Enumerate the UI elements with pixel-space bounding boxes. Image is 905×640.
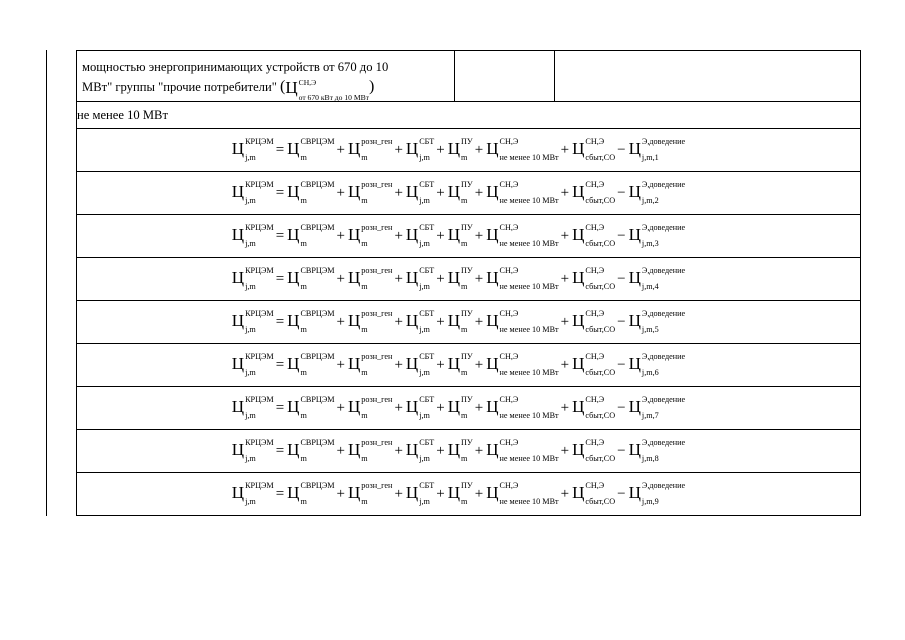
price-formula: Ц КРЦЭМ j,m = Ц СВРЦЭМ m + Ц розн_ген m + Ц СБТ j,m + Ц ПУ m + Ц СН,Э не менее 10 МВт + Ц СН,Э сбыт,СО − Ц Э,доведение j,m,8 [231,438,686,464]
formula-term-sn-e: Ц СН,Э не менее 10 МВт [486,395,559,421]
formula-term-rozn-gen: Ц розн_ген m [348,137,393,163]
formula-term-pu: Ц ПУ m [447,266,473,292]
header-price-symbol: Ц СН,Э от 670 кВт до 10 МВт [285,77,369,102]
formula-term-dovedenie: Ц Э,доведение j,m,6 [628,352,686,378]
formula-row [77,129,861,172]
formula-term-pu: Ц ПУ m [447,309,473,335]
header-row [77,51,861,102]
left-margin-line [46,50,47,516]
formula-term-sbyt-so: Ц СН,Э сбыт,СО [572,309,616,335]
formula-term-pu: Ц ПУ m [447,137,473,163]
formula-term-pu: Ц ПУ m [447,395,473,421]
formula-term-sbt: Ц СБТ j,m [405,352,435,378]
formula-lhs-term: Ц КРЦЭМ j,m [231,309,274,335]
formula-term-sn-e: Ц СН,Э не менее 10 МВт [486,309,559,335]
formula-term-svrcem: Ц СВРЦЭМ m [287,309,335,335]
price-formula: Ц КРЦЭМ j,m = Ц СВРЦЭМ m + Ц розн_ген m + Ц СБТ j,m + Ц ПУ m + Ц СН,Э не менее 10 МВт + Ц СН,Э сбыт,СО − Ц Э,доведение j,m,1 [231,137,686,163]
formula-row [77,430,861,473]
formula-term-dovedenie: Ц Э,доведение j,m,7 [628,395,686,421]
formula-term-sbyt-so: Ц СН,Э сбыт,СО [572,137,616,163]
formula-lhs-term: Ц КРЦЭМ j,m [231,223,274,249]
formula-term-sbt: Ц СБТ j,m [405,481,435,507]
formula-lhs-term: Ц КРЦЭМ j,m [231,352,274,378]
formula-lhs-term: Ц КРЦЭМ j,m [231,438,274,464]
formula-term-sbyt-so: Ц СН,Э сбыт,СО [572,266,616,292]
formula-term-dovedenie: Ц Э,доведение j,m,9 [628,481,686,507]
price-formula: Ц КРЦЭМ j,m = Ц СВРЦЭМ m + Ц розн_ген m + Ц СБТ j,m + Ц ПУ m + Ц СН,Э не менее 10 МВт + Ц СН,Э сбыт,СО − Ц Э,доведение j,m,6 [231,352,686,378]
header-line-2: МВт" группы "прочие потребители" [82,80,277,94]
formula-term-rozn-gen: Ц розн_ген m [348,395,393,421]
formula-term-rozn-gen: Ц розн_ген m [348,180,393,206]
formula-term-rozn-gen: Ц розн_ген m [348,481,393,507]
header-empty-cell-1 [455,51,555,102]
formula-term-pu: Ц ПУ m [447,481,473,507]
tariff-table [76,50,861,516]
formula-lhs-term: Ц КРЦЭМ j,m [231,266,274,292]
formula-row [77,344,861,387]
header-line-1: мощностью энергопринимающих устройств от 670 до 10 [82,60,389,74]
formula-cell [77,172,861,215]
formula-term-svrcem: Ц СВРЦЭМ m [287,180,335,206]
formula-term-rozn-gen: Ц розн_ген m [348,309,393,335]
formula-term-sbt: Ц СБТ j,m [405,223,435,249]
price-formula: Ц КРЦЭМ j,m = Ц СВРЦЭМ m + Ц розн_ген m + Ц СБТ j,m + Ц ПУ m + Ц СН,Э не менее 10 МВт + Ц СН,Э сбыт,СО − Ц Э,доведение j,m,7 [231,395,686,421]
formula-row [77,172,861,215]
formula-term-rozn-gen: Ц розн_ген m [348,266,393,292]
section-heading: не менее 10 МВт [77,102,861,129]
formula-term-sbyt-so: Ц СН,Э сбыт,СО [572,481,616,507]
formula-term-sbt: Ц СБТ j,m [405,438,435,464]
formula-term-svrcem: Ц СВРЦЭМ m [287,481,335,507]
formula-term-sn-e: Ц СН,Э не менее 10 МВт [486,481,559,507]
formula-term-sbt: Ц СБТ j,m [405,395,435,421]
formula-term-sbt: Ц СБТ j,m [405,266,435,292]
formula-term-sn-e: Ц СН,Э не менее 10 МВт [486,266,559,292]
formula-term-dovedenie: Ц Э,доведение j,m,5 [628,309,686,335]
formula-term-dovedenie: Ц Э,доведение j,m,2 [628,180,686,206]
formula-term-sbyt-so: Ц СН,Э сбыт,СО [572,395,616,421]
formula-term-sn-e: Ц СН,Э не менее 10 МВт [486,137,559,163]
formula-cell [77,258,861,301]
formula-lhs-term: Ц КРЦЭМ j,m [231,137,274,163]
formula-lhs-term: Ц КРЦЭМ j,m [231,481,274,507]
formula-cell [77,129,861,172]
price-formula: Ц КРЦЭМ j,m = Ц СВРЦЭМ m + Ц розн_ген m + Ц СБТ j,m + Ц ПУ m + Ц СН,Э не менее 10 МВт + Ц СН,Э сбыт,СО − Ц Э,доведение j,m,9 [231,481,686,507]
formula-cell [77,387,861,430]
formula-cell [77,215,861,258]
formula-row [77,473,861,516]
formula-term-sn-e: Ц СН,Э не менее 10 МВт [486,223,559,249]
price-formula: Ц КРЦЭМ j,m = Ц СВРЦЭМ m + Ц розн_ген m + Ц СБТ j,m + Ц ПУ m + Ц СН,Э не менее 10 МВт + Ц СН,Э сбыт,СО − Ц Э,доведение j,m,2 [231,180,686,206]
formula-term-pu: Ц ПУ m [447,352,473,378]
formula-term-svrcem: Ц СВРЦЭМ m [287,223,335,249]
formula-term-svrcem: Ц СВРЦЭМ m [287,438,335,464]
formula-term-sbyt-so: Ц СН,Э сбыт,СО [572,438,616,464]
formula-term-sbyt-so: Ц СН,Э сбыт,СО [572,352,616,378]
formula-term-sbyt-so: Ц СН,Э сбыт,СО [572,180,616,206]
formula-term-sbyt-so: Ц СН,Э сбыт,СО [572,223,616,249]
formula-term-sn-e: Ц СН,Э не менее 10 МВт [486,180,559,206]
formula-row [77,301,861,344]
header-description-cell: мощностью энергопринимающих устройств от 670 до 10 МВт" группы "прочие потребители" (Ц СН,Э от 670 кВт до 10 МВт ) [77,51,455,102]
formula-term-rozn-gen: Ц розн_ген m [348,223,393,249]
formula-cell [77,301,861,344]
formula-term-dovedenie: Ц Э,доведение j,m,4 [628,266,686,292]
formula-cell [77,430,861,473]
formula-term-sn-e: Ц СН,Э не менее 10 МВт [486,438,559,464]
formula-term-pu: Ц ПУ m [447,180,473,206]
price-formula: Ц КРЦЭМ j,m = Ц СВРЦЭМ m + Ц розн_ген m + Ц СБТ j,m + Ц ПУ m + Ц СН,Э не менее 10 МВт + Ц СН,Э сбыт,СО − Ц Э,доведение j,m,5 [231,309,686,335]
formula-term-pu: Ц ПУ m [447,438,473,464]
formula-term-svrcem: Ц СВРЦЭМ m [287,395,335,421]
formula-row [77,215,861,258]
header-empty-cell-2 [555,51,861,102]
formula-term-svrcem: Ц СВРЦЭМ m [287,266,335,292]
formula-term-rozn-gen: Ц розн_ген m [348,438,393,464]
formula-cell [77,473,861,516]
formula-term-sbt: Ц СБТ j,m [405,180,435,206]
formula-term-sn-e: Ц СН,Э не менее 10 МВт [486,352,559,378]
formula-term-sbt: Ц СБТ j,m [405,137,435,163]
formula-term-dovedenie: Ц Э,доведение j,m,3 [628,223,686,249]
price-formula: Ц КРЦЭМ j,m = Ц СВРЦЭМ m + Ц розн_ген m + Ц СБТ j,m + Ц ПУ m + Ц СН,Э не менее 10 МВт + Ц СН,Э сбыт,СО − Ц Э,доведение j,m,3 [231,223,686,249]
formula-row [77,387,861,430]
formula-term-svrcem: Ц СВРЦЭМ m [287,137,335,163]
formula-term-pu: Ц ПУ m [447,223,473,249]
formula-lhs-term: Ц КРЦЭМ j,m [231,395,274,421]
formula-row [77,258,861,301]
formula-term-dovedenie: Ц Э,доведение j,m,8 [628,438,686,464]
formula-term-svrcem: Ц СВРЦЭМ m [287,352,335,378]
formula-cell [77,344,861,387]
formula-lhs-term: Ц КРЦЭМ j,m [231,180,274,206]
formula-term-dovedenie: Ц Э,доведение j,m,1 [628,137,686,163]
section-heading-row [77,102,861,129]
formula-term-rozn-gen: Ц розн_ген m [348,352,393,378]
formula-term-sbt: Ц СБТ j,m [405,309,435,335]
price-formula: Ц КРЦЭМ j,m = Ц СВРЦЭМ m + Ц розн_ген m + Ц СБТ j,m + Ц ПУ m + Ц СН,Э не менее 10 МВт + Ц СН,Э сбыт,СО − Ц Э,доведение j,m,4 [231,266,686,292]
